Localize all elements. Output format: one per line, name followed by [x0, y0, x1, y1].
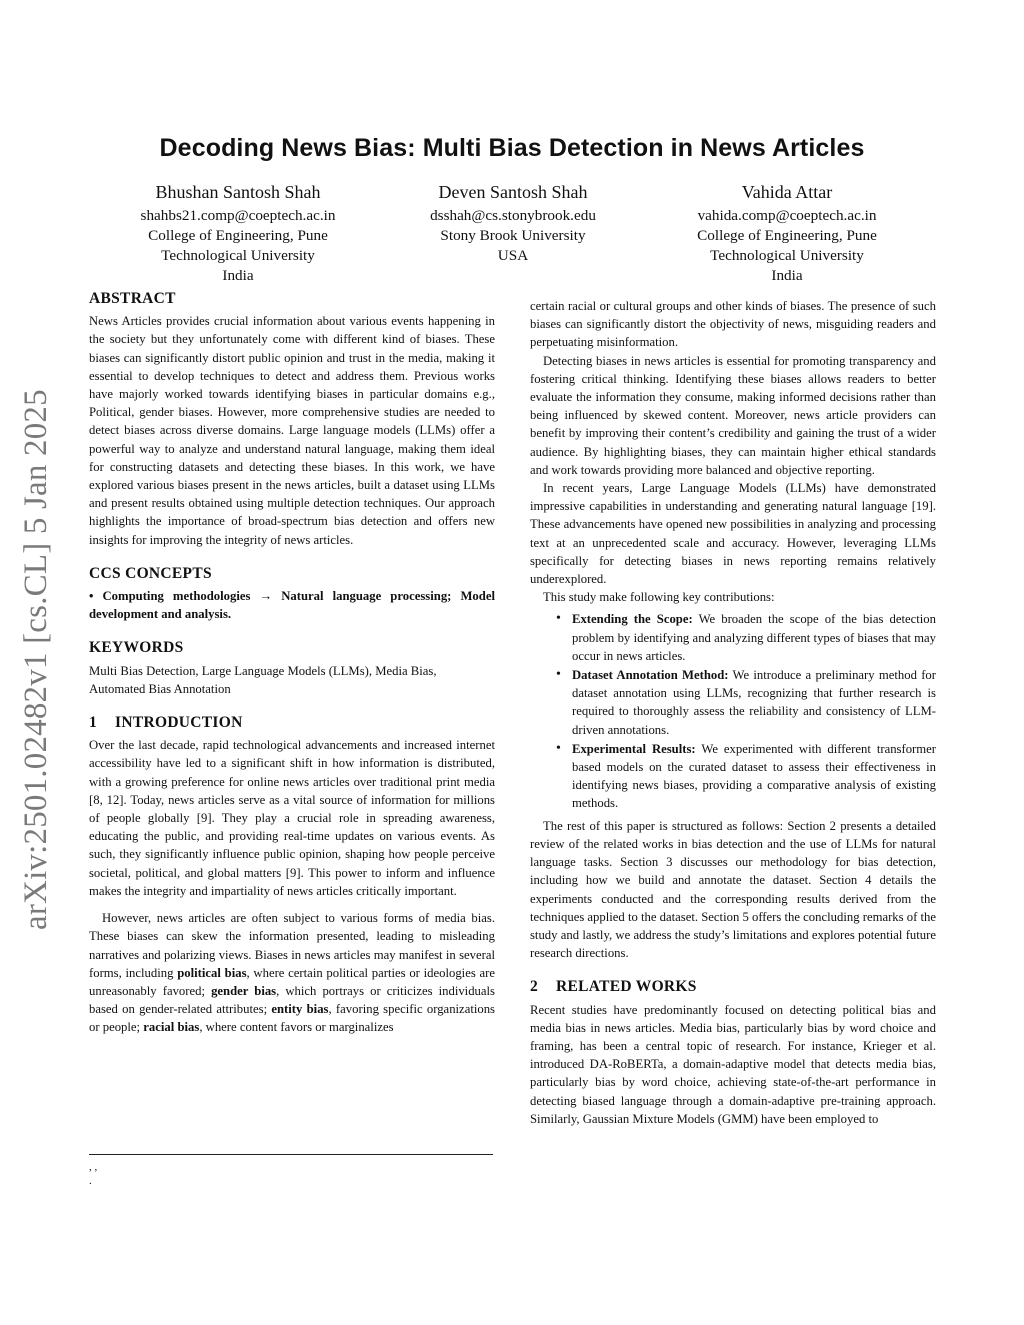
- paper-title: Decoding News Bias: Multi Bias Detection in News Articles: [159, 134, 865, 162]
- author-affiliation: College of Engineering, Pune: [148, 227, 328, 244]
- author-email: vahida.comp@coeptech.ac.in: [697, 207, 877, 224]
- list-item: • Dataset Annotation Method: We introduce a preliminary method for dataset annotation using LLMs, recognizing that further research is required to thoroughly assess the reliability and consistency of LLM-driven annotations.: [556, 667, 936, 737]
- contributions-list: [530, 610, 936, 812]
- author-affiliation: College of Engineering, Pune: [697, 227, 877, 244]
- right-column: [530, 297, 936, 1128]
- author-block: [113, 182, 363, 286]
- keywords-heading: KEYWORDS: [89, 639, 184, 657]
- intro-paragraph: The rest of this paper is structured as follows: Section 2 presents a detailed review of the related works in bias detection and the use of LLMs for natural language tasks. Section 3 discusses our methodology for bias detection, including how we build and annotate the dataset. Section 4 details the experiments conducted and the corresponding results derived from the techniques applied to the dataset. Section 5 offers the concluding remarks of the study and lastly, we address the study’s limitations and explores potential future research directions.: [530, 818, 936, 961]
- intro-paragraph: However, news articles are often subject to various forms of media bias. These biases can skew the information presented, leading to misleading narratives and polarizing views. Biases in news articles may manifest in several forms, including political bias, where certain political parties or ideologies are unreasonably favored; gender bias, which portrays or criticizes individuals based on gender-related attributes; entity bias, favoring specific organizations or people; racial bias, where content favors or marginalizes: [89, 911, 496, 1035]
- abstract-text: News Articles provides crucial information about various events happening in the society but they unfortunately come with different kind of biases. These biases can significantly distort public opinion and trust in the media, making it essential to develop techniques to detect and address them. Previous works have majorly worked towards identifying biases in particular domains e.g., Political, gender biases. However, more comprehensive studies are needed to detect biases across diverse domains. Large language models (LLMs) offer a powerful way to analyze and understand natural language, making them ideal for constructing datasets and detecting these biases. In this work, we have explored various biases present in the news articles, built a dataset using LLMs and present results obtained using multiple detection techniques. Our approach highlights the importance of broad-spectrum bias detection and offers new insights for improving the integrity of news articles.: [89, 314, 495, 547]
- author-name: Vahida Attar: [741, 182, 833, 202]
- list-item: • Experimental Results: We experimented with different transformer based models on the curated dataset to assess their effectiveness in identifying news biases, providing a comparative analysis of existing methods.: [556, 740, 936, 811]
- section-heading-related-works: 2 RELATED WORKS: [530, 978, 697, 996]
- abstract-heading: ABSTRACT: [89, 290, 176, 307]
- keywords-text: Multi Bias Detection, Large Language Models (LLMs), Media Bias, Automated Bias Annotation: [89, 663, 437, 696]
- intro-paragraph: This study make following key contributions:: [543, 590, 775, 605]
- author-affiliation: USA: [497, 247, 529, 264]
- intro-paragraph: In recent years, Large Language Models (LLMs) have demonstrated impressive capabilities in understanding and generating natural language [19]. These advancements have opened new possibilities in analyzing and processing text at an unprecedented scale and accuracy. However, leveraging LLMs specifically for detecting biases in news reporting remains relatively underexplored.: [530, 481, 936, 587]
- intro-paragraph: Over the last decade, rapid technological advancements and increased internet accessibility have led to a significant shift in how information is distributed, with a growing preference for online news articles over traditional print media [8, 12]. Today, news articles serve as a vital source of information for millions of people globally [9]. They play a crucial role in spreading awareness, educating the public, and providing real-time updates on various events. As such, they significantly influence public opinion, shaping how people perceive societal, political, and global matters [9]. This power to inform and influence makes the integrity and impartiality of news articles critically important.: [89, 738, 495, 898]
- author-affiliation: Technological University: [161, 247, 315, 264]
- author-affiliation: Technological University: [710, 247, 864, 264]
- footnote-rule: [89, 1154, 493, 1155]
- author-block: [662, 182, 912, 286]
- author-name: Bhushan Santosh Shah: [155, 182, 321, 202]
- footnote: , , .: [89, 1161, 98, 1187]
- ccs-text: • Computing methodologies → Natural language processing; Model development and analysis.: [89, 589, 495, 622]
- left-column: [89, 290, 495, 1037]
- author-email: shahbs21.comp@coeptech.ac.in: [140, 207, 336, 224]
- related-paragraph: Recent studies have predominantly focused on detecting political bias and media bias in news articles. Media bias, particularly bias by word choice and framing, has been a central topic of research. For instance, Krieger et al. introduced DA-RoBERTa, a domain-adaptive model that detects media bias, particularly bias by word choice, achieving state-of-the-art performance in detecting biased language through a domain-adaptive pre-training approach. Similarly, Gaussian Mixture Models (GMM) have been employed to: [530, 1002, 936, 1126]
- author-affiliation: Stony Brook University: [440, 227, 586, 244]
- author-name: Deven Santosh Shah: [438, 182, 588, 202]
- author-country: India: [771, 267, 803, 284]
- section-heading-introduction: 1 INTRODUCTION: [89, 714, 243, 732]
- author-block: [388, 182, 638, 266]
- author-country: India: [222, 267, 254, 284]
- arxiv-stamp: arXiv:2501.02482v1 [cs.CL] 5 Jan 2025: [18, 389, 54, 930]
- author-email: dsshah@cs.stonybrook.edu: [430, 207, 596, 224]
- intro-paragraph: Detecting biases in news articles is essential for promoting transparency and fostering critical thinking. Identifying these biases allows readers to better evaluate the information they consume, making informed decisions rather than being influenced by skewed content. Moreover, news article providers can benefit by improving their content’s credibility and gaining the trust of a wider audience. By highlighting biases, they can maintain higher ethical standards and work towards providing more balanced and objective reporting.: [530, 353, 936, 477]
- intro-paragraph: certain racial or cultural groups and other kinds of biases. The presence of such biases can significantly distort the objectivity of news, misguiding readers and perpetuating misinformation.: [530, 299, 936, 350]
- ccs-heading: CCS CONCEPTS: [89, 564, 212, 582]
- list-item: • Extending the Scope: We broaden the scope of the bias detection problem by identifying and analyzing different types of biases that may occur in news articles.: [556, 611, 936, 663]
